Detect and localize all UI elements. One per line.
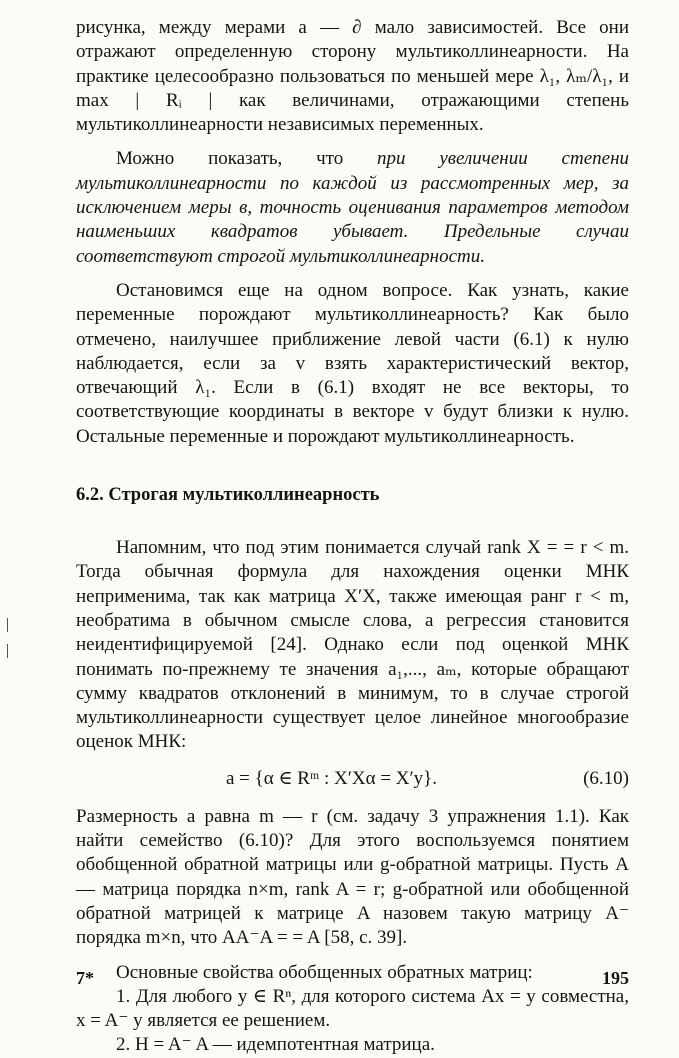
paragraph-2-lead: Можно показать, что: [116, 148, 378, 170]
page-number: 195: [602, 968, 629, 988]
paragraph-6: Основные свойства обобщенных обратных матриц:: [116, 961, 533, 983]
formula-expression: a = {α ∈ Rᵐ : X′Xα = X′y}.: [226, 767, 438, 789]
paragraph-5: Размерность a равна m — r (см. задачу 3 упражнения 1.1). Как найти семейство (6.10)? Для этого воспользуемся понятием обобщенной обратной матрицы или g-обратной матрицы. Пусть A — матрица порядка n×m, rank A = r; g-обратной или обобщенной обратной матрицей к матрице A назовем такую матрицу A⁻ порядка m×n, что AA⁻A = = A [58, с. 39].: [76, 805, 629, 949]
formula-number: (6.10): [583, 767, 629, 789]
paragraph-3: Остановимся еще на одном вопросе. Как узнать, какие переменные порождают мультиколлинеарность? Как было отмечено, наилучшее приближение левой части (6.1) к нулю наблюдается, если за v взять характеристический вектор, отвечающий λ₁. Если в (6.1) входят не все векторы, то соответствующие координаты в векторе v будут близки к нулю. Остальные переменные и порождают мультиколлинеарность.: [76, 279, 629, 447]
list-item-1: 1. Для любого y ∈ Rⁿ, для которого система Ax = y совместна, x = A⁻ y является ее решением.: [76, 985, 629, 1032]
paragraph-2: [76, 147, 629, 268]
paragraph-2-italic: при увеличении степени мультиколлинеарности по каждой из рассмотренных мер, за исключением меры в, точность оценивания параметров методом наименьших квадратов убывает. Предельные случаи соответствуют строгой мультиколлинеарности.: [76, 148, 629, 267]
list-item-2: 2. H = A⁻ A — идемпотентная матрица.: [116, 1034, 435, 1056]
margin-mark: [7, 644, 8, 658]
page-footer: [76, 968, 629, 989]
paragraph-4: Напомним, что под этим понимается случай rank X = = r < m. Тогда обычная формула для нахождения оценки МНК неприменима, так как матрица X′X, также имеющая ранг r < m, необратима в обычном смысле слова, а регрессия становится неидентифицируемой [24]. Однако если под оценкой МНК понимать по-прежнему те значения a₁,..., aₘ, которые обращают сумму квадратов отклонений в минимум, то в случае строгой мультиколлинеарности существует целое линейное многообразие оценок МНК:: [76, 537, 629, 753]
paragraph-1: рисунка, между мерами a — ∂ мало зависимостей. Все они отражают определенную сторону мультиколлинеарности. На практике целесообразно пользоваться по меньшей мере λ₁, λₘ/λ₁, и max | Rᵢ | как величинами, отражающими степень мультиколлинеарности независимых переменных.: [76, 17, 629, 136]
section-heading: 6.2. Строгая мультиколлинеарность: [76, 485, 380, 506]
formula-6-10: [76, 767, 629, 791]
margin-mark: [7, 618, 8, 632]
page-body: [76, 16, 629, 1058]
signature-mark: 7*: [76, 968, 94, 988]
